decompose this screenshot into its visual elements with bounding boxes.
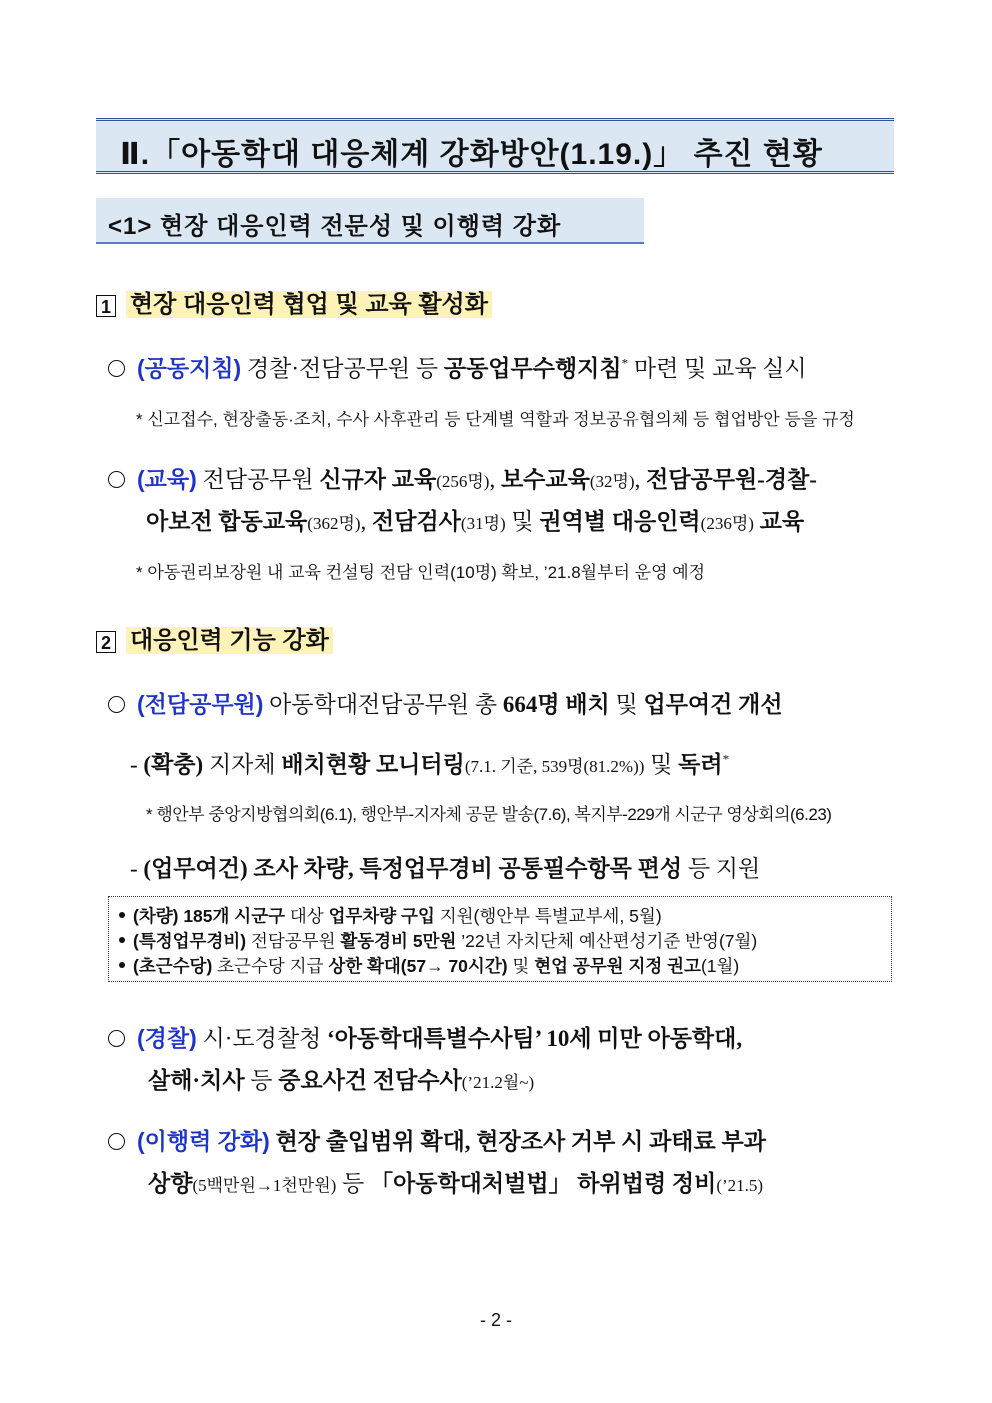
circle-bullet-icon (108, 1133, 125, 1150)
dash: - (130, 752, 144, 777)
info-bold: 상한 확대(57→ 70시간) (328, 956, 508, 976)
item-count: (32명) (589, 472, 635, 491)
item-text: 아동학대전담공무원 총 (263, 692, 503, 717)
info-bold: (초근수당) (133, 956, 213, 976)
item-bold: 전담검사 (372, 509, 461, 534)
section2-sub1 (130, 746, 729, 779)
footnote-star: * (722, 751, 730, 767)
item-tag: (이행력 강화) (137, 1128, 270, 1154)
subsection-banner (96, 198, 644, 244)
page-number: - 2 - (479, 1310, 512, 1330)
item-bold: 보수교육 (500, 467, 590, 492)
section1-heading (96, 284, 492, 319)
item-text: 지자체 (203, 752, 282, 777)
info-line-1 (119, 903, 662, 928)
item-count: (31명) (460, 514, 506, 533)
item-bold: 배치현황 모니터링 (281, 752, 465, 777)
info-text: 대상 (285, 906, 329, 926)
item-count: (’21.5) (716, 1176, 764, 1195)
bullet-icon (119, 912, 125, 918)
page-title: Ⅱ.「아동학대 대응체계 강화방안(1.19.)」 추진 현황 (120, 138, 823, 171)
section2-item1 (108, 686, 783, 719)
section1-heading-text: 현장 대응인력 협업 및 교육 활성화 (126, 291, 492, 318)
item-text: 마련 및 교육 실시 (628, 356, 807, 381)
info-line-3 (119, 953, 739, 978)
item-bold: ‘아동학대특별수사팀’ 10세 미만 아동학대, (327, 1026, 743, 1051)
circle-bullet-icon (108, 471, 125, 488)
item-tag: (교육) (137, 466, 197, 492)
item-count: (7.1. 기준, 539명(81.2%)) (464, 757, 645, 776)
item-text: , (489, 467, 501, 492)
item-bold: 「아동학대처벌법」 하위법령 정비 (370, 1171, 717, 1196)
bullet-icon (119, 937, 125, 943)
item-text: , (634, 467, 647, 492)
info-text: (1월) (700, 956, 740, 976)
item-text: 등 지원 (682, 856, 761, 881)
section1-note2: * 아동권리보장원 내 교육 컨설팅 전담 인력(10명) 확보, ’21.8월부터 운영 예정 (136, 563, 706, 582)
item-bold: 권역별 대응인력 (539, 509, 701, 534)
item-count: (256명) (436, 472, 490, 491)
section2-item2-line1 (108, 1020, 742, 1053)
section2-heading (96, 620, 333, 655)
item-text: 등 (244, 1068, 279, 1093)
item-bold: 전담공무원-경찰- (646, 467, 817, 492)
circle-bullet-icon (108, 360, 125, 377)
item-text: 전담공무원 (196, 467, 320, 492)
section2-item2-line2 (148, 1062, 534, 1095)
item-bold: 살해·치사 (148, 1068, 245, 1093)
section2-item3-line1 (108, 1123, 766, 1156)
bullet-icon (119, 962, 125, 968)
item-text: 및 (609, 692, 644, 717)
section2-note3: * 행안부 중앙지방협의회(6.1), 행안부-지자체 공문 발송(7.6), 복지부-229개 시군구 영상회의(6.23) (146, 805, 832, 824)
item-text: 및 (644, 752, 679, 777)
section2-heading-text: 대응인력 기능 강화 (126, 627, 333, 654)
info-bold: 현업 공무원 지정 권고 (534, 956, 701, 976)
info-bold: 활동경비 5만원 (340, 931, 457, 951)
section2-item3-line2 (148, 1165, 763, 1198)
info-text: ’22년 자치단체 예산편성기준 반영(7월) (456, 931, 758, 951)
info-line-2 (119, 928, 757, 953)
item-text: 시·도경찰청 (196, 1026, 328, 1051)
item-count: (’21.2월~) (461, 1073, 535, 1092)
item-tag: (전담공무원) (137, 691, 264, 717)
subsection-title: <1> 현장 대응인력 전문성 및 이행력 강화 (108, 213, 562, 240)
info-text: 전담공무원 (246, 931, 341, 951)
title-banner (96, 118, 894, 174)
item-text: 및 (505, 509, 540, 534)
item-bold: 업무여건 개선 (643, 692, 783, 717)
item-bold: 공동업무수행지침 (443, 356, 622, 381)
footnote-star: * (621, 355, 629, 371)
info-bold: (차량) 185개 시군구 (133, 906, 286, 926)
section2-number: 2 (96, 631, 116, 653)
item-tag: (경찰) (137, 1025, 197, 1051)
item-bold: 아보전 합동교육 (146, 509, 308, 534)
item-bold: 현장 출입범위 확대, 현장조사 거부 시 과태료 부과 (269, 1129, 766, 1154)
section1-note1: * 신고접수, 현장출동·조치, 수사 사후관리 등 단계별 역할과 정보공유협의체 등 협업방안 등을 규정 (136, 410, 855, 429)
item-count: (5백만원→1천만원) (192, 1176, 337, 1195)
item-bold: 조사 차량, 특정업무경비 공통필수항목 편성 (247, 856, 683, 881)
section1-item2-line2 (146, 503, 804, 536)
item-bold: 664명 배치 (502, 692, 610, 717)
info-bold: 업무차량 구입 (328, 906, 435, 926)
info-text: 초근수당 지급 (212, 956, 329, 976)
circle-bullet-icon (108, 696, 125, 713)
item-text: 등 (336, 1171, 371, 1196)
circle-bullet-icon (108, 1030, 125, 1047)
info-text: 지원(행안부 특별교부세, 5월) (434, 906, 662, 926)
sub-tag: (업무여건) (143, 856, 248, 881)
section1-item1 (108, 350, 807, 383)
sub-tag: (확충) (143, 752, 204, 777)
info-box (108, 896, 892, 982)
item-tag: (공동지침) (137, 355, 242, 381)
item-text: 경찰·전담공무원 등 (241, 356, 444, 381)
dash: - (130, 856, 144, 881)
section2-sub2 (130, 850, 760, 883)
item-bold: 신규자 교육 (319, 467, 437, 492)
section1-number: 1 (96, 295, 116, 317)
item-count: (362명) (307, 514, 361, 533)
item-bold: 상향 (148, 1171, 193, 1196)
section1-item2-line1 (108, 461, 817, 494)
item-bold: 중요사건 전담수사 (278, 1068, 462, 1093)
item-bold: 독려 (678, 752, 723, 777)
info-bold: (특정업무경비) (133, 931, 247, 951)
item-bold: 교육 (753, 509, 805, 534)
info-text: 및 (507, 956, 535, 976)
item-count: (236명) (700, 514, 754, 533)
item-text: , (360, 509, 373, 534)
